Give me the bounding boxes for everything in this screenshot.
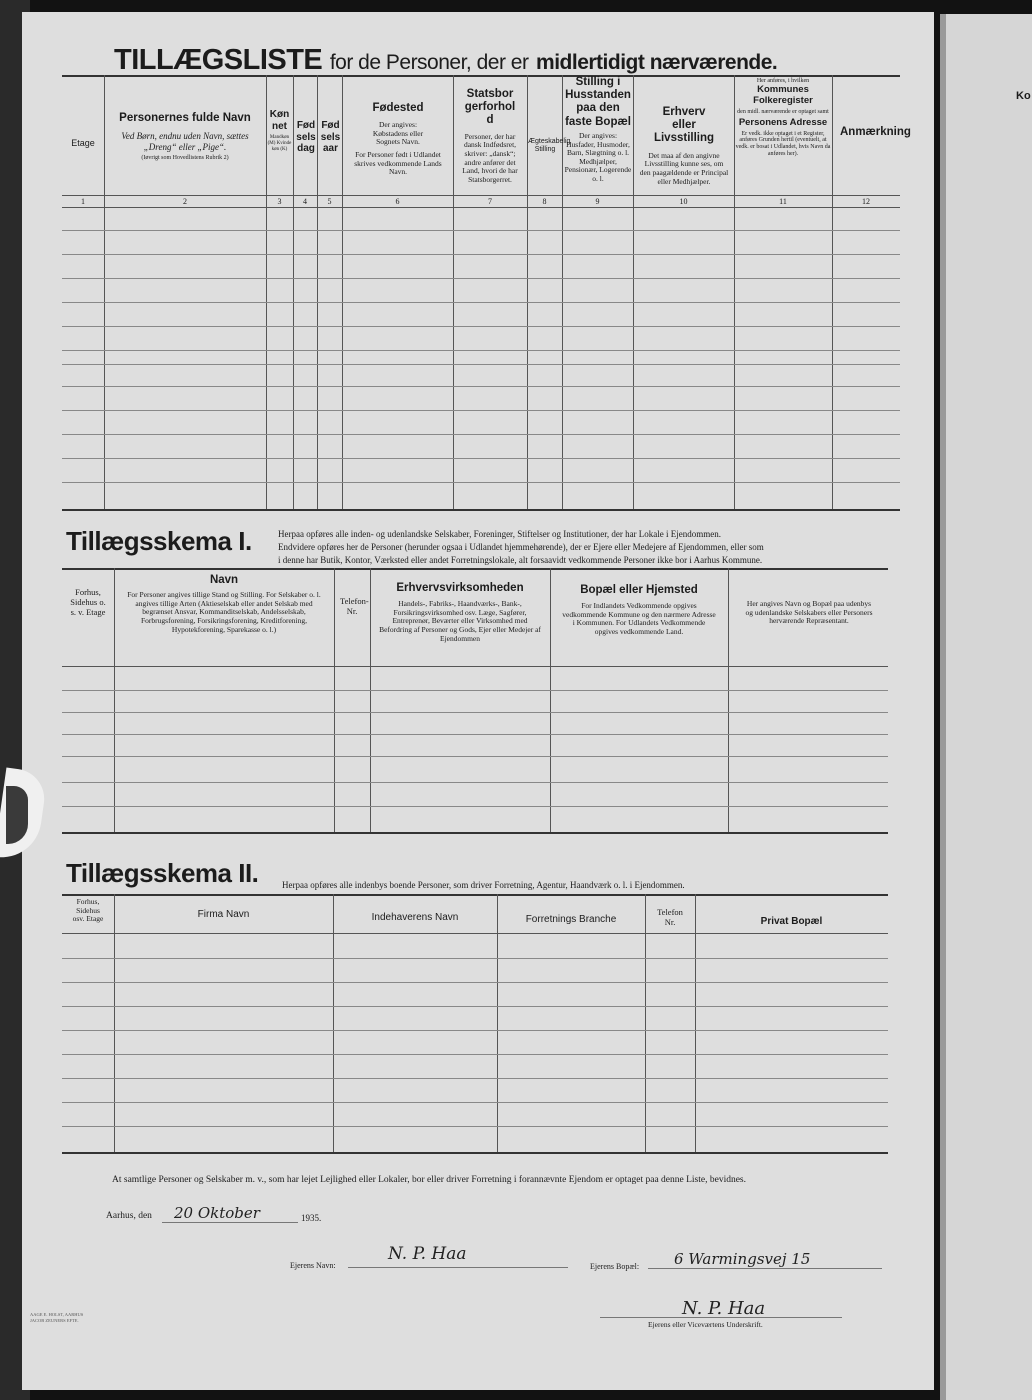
t1-colnum: 6: [395, 197, 400, 206]
t1-fodested-desc2: For Personer født i Udlandet skrives vedkommende Lands Navn.: [354, 150, 442, 177]
table-row: [62, 350, 900, 351]
s1-bopael-label: Bopæl eller Hjemsted: [580, 584, 698, 596]
table1-number-rule: [62, 207, 900, 208]
s1-col-divider: [728, 568, 729, 832]
t1-stilling-desc: Der angives: Husfader, Husmoder, Barn, Slægtning o. l. Medhjælper, Pensionær, Logerende o. l.: [564, 130, 632, 183]
table-row: [62, 1054, 888, 1055]
t1-navn-label: Personernes fulde Navn: [119, 112, 251, 124]
table-row: [62, 364, 900, 365]
s2-col-divider: [497, 894, 498, 1152]
s2-header-etage: Forhus, Sidehus osv. Etage: [72, 897, 104, 924]
t1-header-navn: [106, 112, 264, 162]
t1-header-erhverv: [635, 106, 733, 186]
s2-header-indehaver: Indehaverens Navn: [371, 912, 459, 923]
table1-top-rule: [62, 75, 900, 77]
t1-col-divider: [317, 75, 318, 510]
t1-header-anmaerkning: Anmærkning: [840, 126, 911, 138]
s2-header-bopael: Privat Bopæl: [760, 916, 823, 927]
t1-colnum: 4: [303, 197, 307, 206]
table-row: [62, 410, 900, 411]
year-label: 1935.: [301, 1213, 322, 1223]
s2-col-divider: [333, 894, 334, 1152]
t1-col-divider: [342, 75, 343, 510]
t1-kon-label: Kønnet: [269, 109, 290, 132]
place-label: Aarhus, den: [106, 1211, 152, 1221]
table-row: [62, 326, 900, 327]
t1-header-fodselsdag: Fødselsdag: [296, 120, 316, 154]
t1-navn-desc: Ved Børn, endnu uden Navn, sættes „Dreng“ eller „Pige“.: [121, 131, 249, 152]
t1-adresse-desc: Er vedk. ikke optaget i et Register, anføres Grunden hertil (eventuelt, at vedk. er bosat i Udlandet, hvis Navn da anføres her).: [735, 130, 831, 158]
t1-col-divider: [293, 75, 294, 510]
skema1-text-1: Herpaa opføres alle inden- og udenlandske Selskaber, Foreninger, Stiftelser og Institutioner, der har Lokale i Ejendommen.: [278, 529, 722, 539]
table1-bottom-rule: [62, 509, 900, 511]
t1-header-fodested: [344, 102, 452, 177]
date-line: [162, 1222, 298, 1223]
table-row: [62, 734, 888, 735]
t1-col-divider: [104, 75, 105, 510]
page-title: [114, 44, 777, 77]
t1-header-stilling: [564, 76, 632, 184]
table-row: [62, 1102, 888, 1103]
table-row: [62, 782, 888, 783]
skema1-bottom-rule: [62, 832, 888, 834]
right-page-fragment: Ko: [1016, 90, 1031, 102]
owner-name-label: Ejerens Navn:: [290, 1261, 336, 1270]
table-row: [62, 806, 888, 807]
table-row: [62, 958, 888, 959]
t1-erhverv-desc: Det maa af den angivne Livsstilling kunne ses, om den paagældende er Principal eller Medhjælper.: [639, 150, 729, 186]
owner-address-line: [648, 1268, 882, 1269]
right-page: [940, 14, 1032, 1400]
skema1-title: Tillægsskema I.: [66, 526, 252, 556]
table-row: [62, 1126, 888, 1127]
table-row: [62, 712, 888, 713]
printer-imprint: AAGE E. HOLST, AARHUS JACOB ZEUNERS EFTE.: [30, 1312, 84, 1323]
s2-col-divider: [645, 894, 646, 1152]
table-row: [62, 756, 888, 757]
t1-colnum: 11: [779, 197, 787, 206]
table-row: [62, 434, 900, 435]
s1-header-telefon: Telefon-Nr.: [340, 596, 369, 616]
t1-adresse-pre3: den midl. nærværende er optaget samt: [737, 108, 829, 115]
t1-adresse-pre: Her anføres, i hvilken: [756, 78, 810, 84]
title-main: TILLÆGSLISTE: [114, 44, 323, 76]
t1-colnum: 12: [862, 197, 870, 206]
skema1-header-rule: [62, 666, 888, 667]
t1-stilling-label: Stilling i Husstanden paa den faste Bopæl: [565, 76, 631, 128]
table-row: [62, 302, 900, 303]
t1-header-adresse: [735, 78, 831, 158]
t1-fodested-label: Fødested: [372, 102, 424, 114]
date-handwritten: 20 Oktober: [174, 1204, 260, 1222]
table-row: [62, 1006, 888, 1007]
form-page: [22, 12, 934, 1390]
t1-adresse-pre2: Kommunes Folkeregister: [753, 83, 813, 106]
table1-header-rule: [62, 195, 900, 196]
table-row: [62, 1078, 888, 1079]
title-middle: for de Personer, der er: [329, 51, 529, 74]
t1-navn-desc2: (Iøvrigt som Hovedlistens Rubrik 2): [141, 154, 229, 161]
skema2-top-rule: [62, 894, 888, 896]
s1-erhverv-desc: Handels-, Fabriks-, Haandværks-, Bank-, Forsikringsvirksomhed osv. Læge, Sagfører, Entreprenør, Beværter eller Virksomhed med Befordring af Personer og Gods, Ejer eller Medejer af Ejendommen: [379, 599, 541, 643]
owner-address-label: Ejerens Bopæl:: [590, 1262, 640, 1271]
skema1-text-2: Endvidere opføres her de Personer (herunder ogsaa i Udlandet hjemmehørende), der er Ejere eller Medejere af Ejendommen, eller som: [278, 542, 764, 552]
table-row: [62, 982, 888, 983]
t1-col-divider: [633, 75, 634, 510]
t1-colnum: 9: [595, 197, 600, 206]
signature-line: [600, 1317, 842, 1318]
t1-colnum: 1: [81, 197, 85, 206]
t1-header-aegteskab: Ægteskabelig Stilling: [528, 138, 571, 154]
t1-colnum: 10: [679, 197, 688, 206]
t1-header-statsborger: [454, 88, 526, 184]
s2-header-firma: Firma Navn: [197, 909, 250, 920]
t1-colnum: 2: [183, 197, 187, 206]
s2-col-divider: [114, 894, 115, 1152]
signature-handwritten: N. P. Haa: [682, 1298, 766, 1319]
t1-kon-desc: Mandkøn (M) Kvindekøn (K): [267, 135, 292, 152]
skema1-text-3: i denne har Butik, Kontor, Værksted eller andet Forretningslokale, alt forsaavidt vedkommende Personer ikke bor i Aarhus Kommune.: [278, 555, 763, 565]
s2-header-telefon: Telefon Nr.: [657, 907, 683, 927]
s1-header-etage: Forhus, Sidehus o. s. v. Etage: [70, 587, 106, 617]
owner-name-handwritten: N. P. Haa: [388, 1244, 467, 1264]
t1-colnum: 7: [488, 197, 492, 206]
t1-fodested-desc: Der angives: Købstadens eller Sognets Navn.: [372, 120, 424, 147]
s1-header-navn: [116, 574, 332, 634]
s1-navn-label: Navn: [209, 574, 239, 586]
t1-header-kon: [267, 109, 292, 152]
s1-header-erhverv: [372, 582, 548, 643]
t1-statsborger-label: Statsborgerforhold: [464, 88, 516, 127]
s1-col-divider: [370, 568, 371, 832]
skema2-text: Herpaa opføres alle indenbys boende Personer, som driver Forretning, Agentur, Haandværk o. l. i Ejendommen.: [282, 880, 685, 890]
s1-header-repr: Her angives Navn og Bopæl paa udenbys og udenlandske Selskabers eller Personers herværende Repræsentant.: [745, 599, 873, 626]
declaration-text: At samtlige Personer og Selskaber m. v., som har lejet Lejlighed eller Lokaler, bor eller driver Forretning i forannævnte Ejendom er optaget paa denne Liste, bevidnes.: [112, 1175, 746, 1185]
table-row: [62, 1030, 888, 1031]
t1-adresse-label: Personens Adresse: [738, 116, 828, 128]
table-row: [62, 278, 900, 279]
skema2-bottom-rule: [62, 1152, 888, 1154]
skema1-top-rule: [62, 568, 888, 570]
table-row: [62, 482, 900, 483]
s1-col-divider: [114, 568, 115, 832]
table-row: [62, 230, 900, 231]
s2-col-divider: [695, 894, 696, 1152]
table-row: [62, 690, 888, 691]
table-row: [62, 458, 900, 459]
t1-colnum: 8: [542, 197, 547, 206]
table-row: [62, 254, 900, 255]
t1-colnum: 3: [277, 197, 282, 206]
title-end: midlertidigt nærværende.: [536, 51, 778, 74]
t1-statsborger-desc: Personer, der har dansk Indfødsret, skriver: „dansk“; andre anfører det Land, hvori de har Statsborgerret.: [462, 131, 518, 184]
s2-header-branche: Forretnings Branche: [525, 914, 617, 925]
t1-colnum: 5: [327, 197, 332, 206]
owner-address-handwritten: 6 Warmingsvej 15: [674, 1250, 811, 1268]
s1-navn-desc: For Personer angives tillige Stand og Stilling. For Selskaber o. l. angives tillige Arten (Aktieselskab eller andet Selskab med begrænset Ansvar, Kommanditselskab, Andelsselskab, Forbrugsforening, Forsikringsforening, Kreditforening, Hypotekforening, Sparekasse o. l.): [127, 590, 321, 634]
t1-col-divider: [832, 75, 833, 510]
t1-header-fodselsaar: Fødselsaar: [320, 120, 341, 154]
signature-label: Ejerens eller Viceværtens Underskrift.: [648, 1320, 763, 1329]
s1-col-divider: [550, 568, 551, 832]
page-fold: [940, 14, 946, 1400]
s1-header-bopael: [552, 584, 726, 637]
owner-name-line: [348, 1267, 568, 1268]
table-row: [62, 386, 900, 387]
skema2-header-rule: [62, 933, 888, 934]
s1-bopael-desc: For Indlandets Vedkommende opgives vedkommende Kommune og den nærmere Adresse i Kommunen. For Udlandets Vedkommende opgives vedkommende Land.: [562, 601, 716, 637]
skema2-title: Tillægsskema II.: [66, 858, 259, 888]
s1-erhverv-label: Erhvervsvirksomheden: [396, 582, 524, 594]
t1-erhverv-label: Erhverv eller Livsstilling: [653, 106, 715, 145]
t1-header-etage: Etage: [71, 138, 95, 148]
